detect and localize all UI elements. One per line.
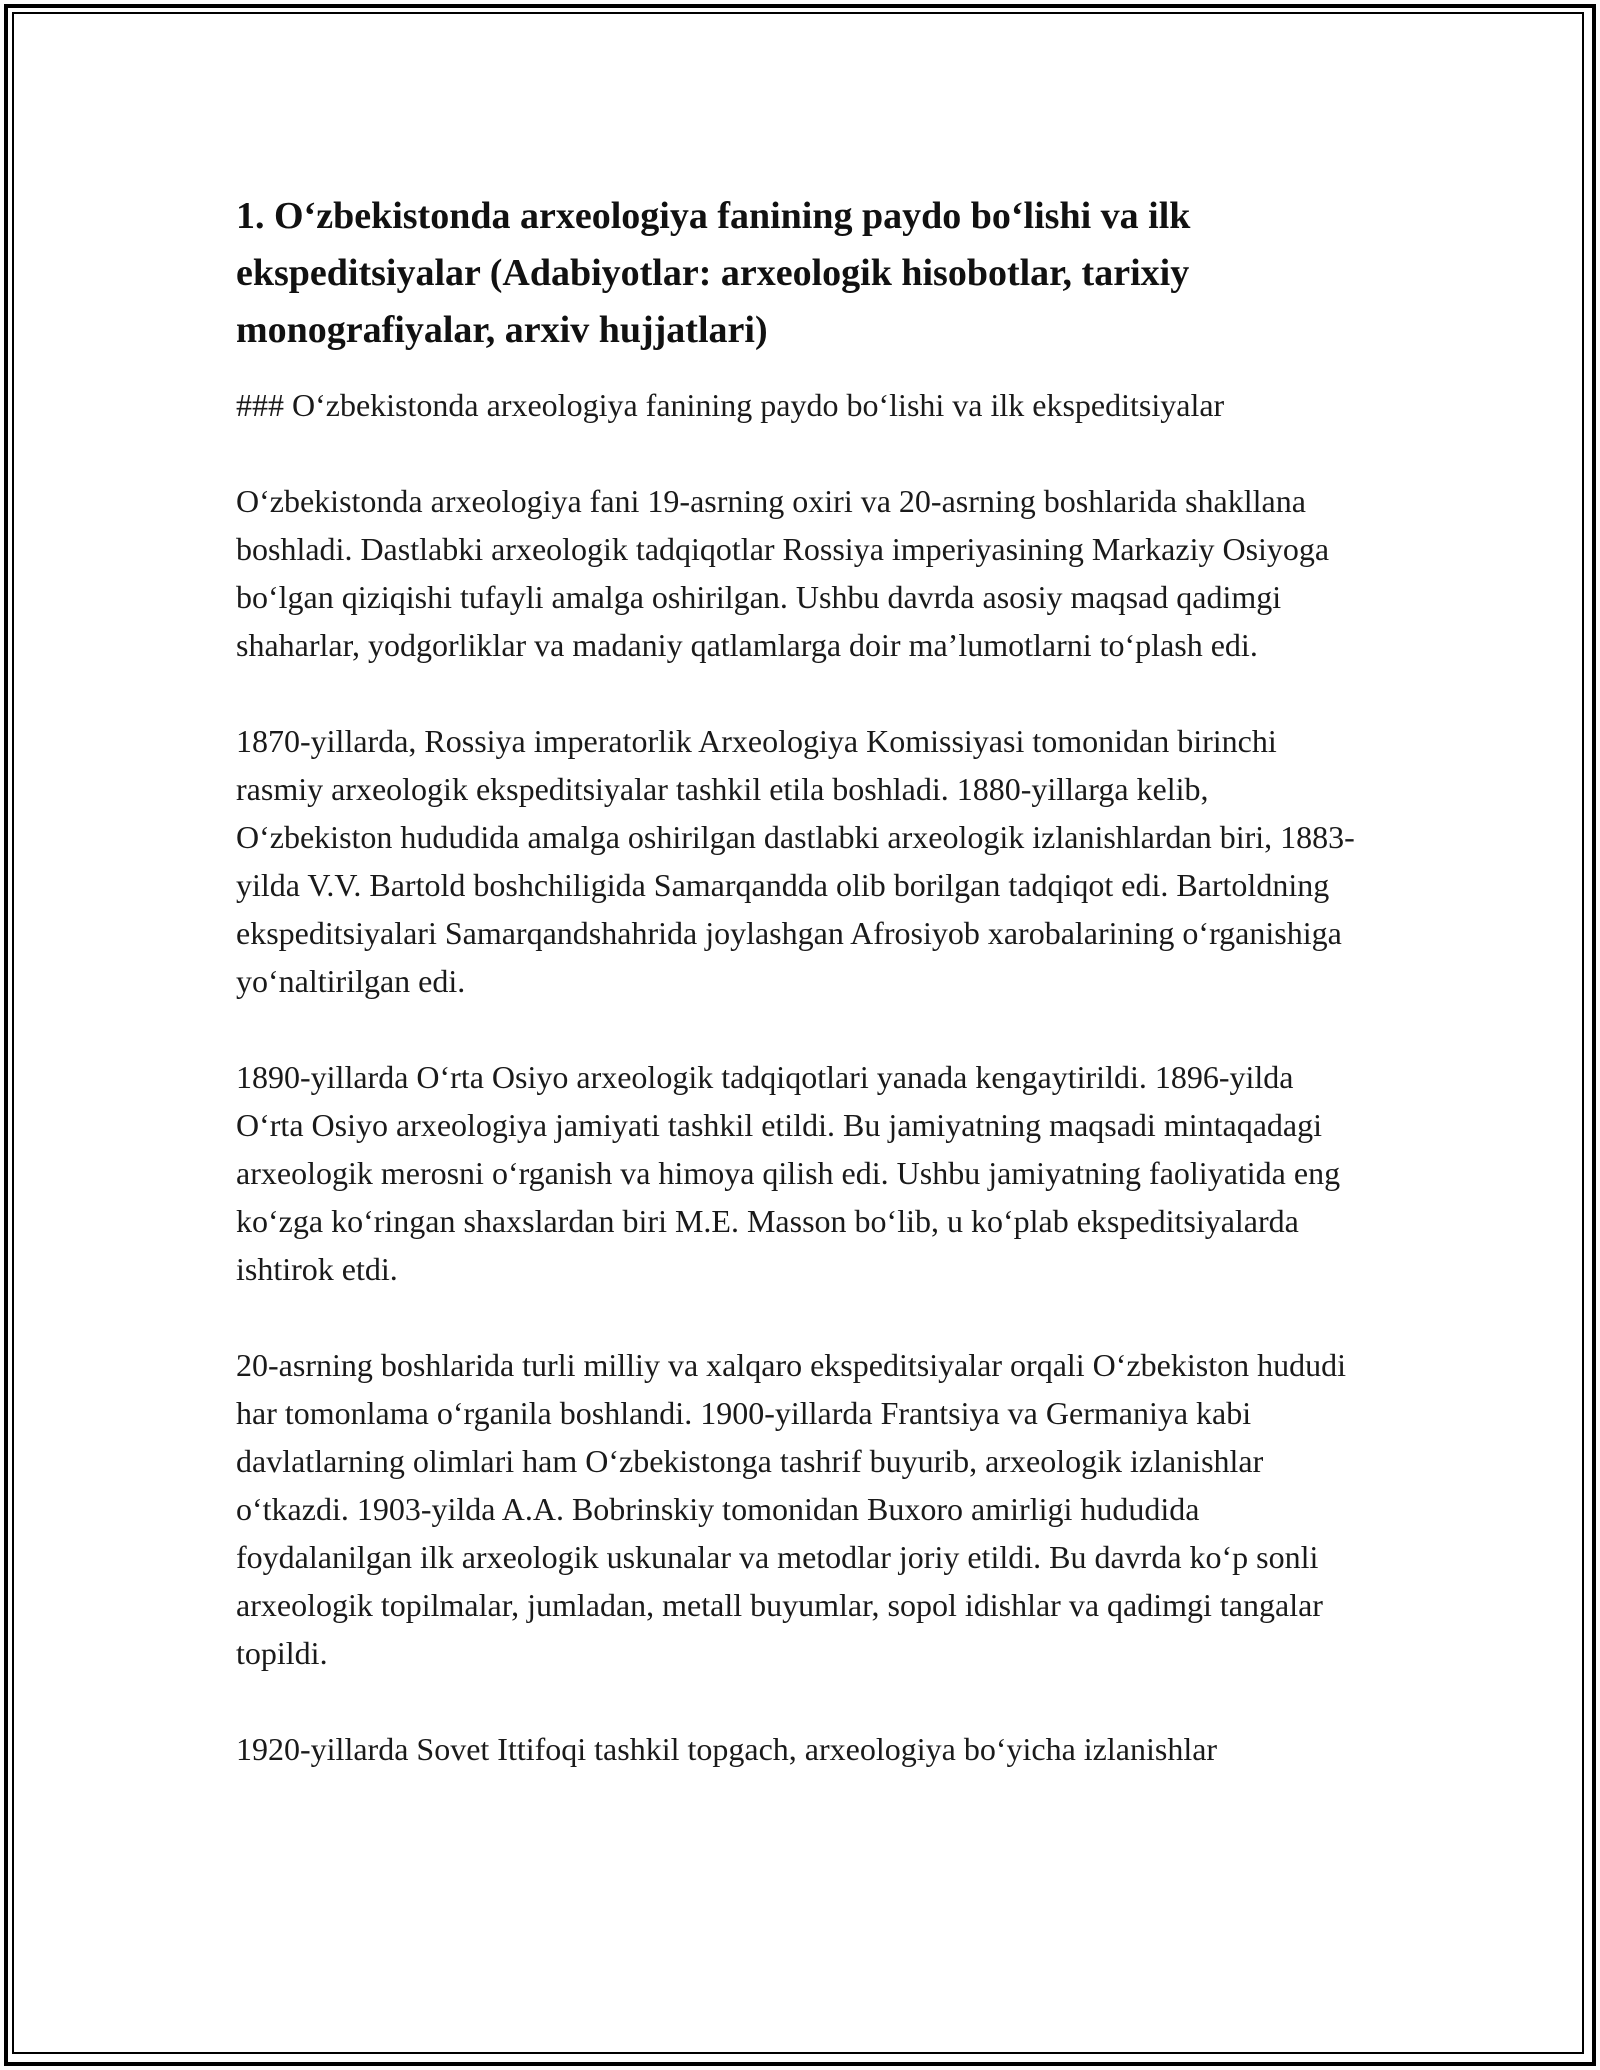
document-body [236, 188, 1366, 1773]
document-title: 1. O‘zbekistonda arxeologiya fanining paydo bo‘lishi va ilk ekspeditsiyalar (Adabiyotlar: arxeologik hisobotlar, tarixiy monografiyalar, arxiv hujjatlari) [236, 195, 1191, 351]
section-subheading: ### O‘zbekistonda arxeologiya fanining paydo bo‘lishi va ilk ekspeditsiyalar [236, 387, 1225, 423]
paragraph-1: O‘zbekistonda arxeologiya fani 19-asrning oxiri va 20-asrning boshlarida shakllana boshladi. Dastlabki arxeologik tadqiqotlar Rossiya imperiyasining Markaziy Osiyoga bo‘lgan qiziqishi tufayli amalga oshirilgan. Ushbu davrda asosiy maqsad qadimgi shaharlar, yodgorliklar va madaniy qatlamlarga doir ma’lumotlarni to‘plash edi. [236, 483, 1330, 663]
paragraph-3: 1890-yillarda O‘rta Osiyo arxeologik tadqiqotlari yanada kengaytirildi. 1896-yilda O‘rta Osiyo arxeologiya jamiyati tashkil etildi. Bu jamiyatning maqsadi mintaqadagi arxeologik merosni o‘rganish va himoya qilish edi. Ushbu jamiyatning faoliyatida eng ko‘zga ko‘ringan shaxslardan biri M.E. Masson bo‘lib, u ko‘plab ekspeditsiyalarda ishtirok etdi. [236, 1059, 1341, 1287]
paragraph-4: 20-asrning boshlarida turli milliy va xalqaro ekspeditsiyalar orqali O‘zbekiston hududi har tomonlama o‘rganila boshlandi. 1900-yillarda Frantsiya va Germaniya kabi davlatlarning olimlari ham O‘zbekistonga tashrif buyurib, arxeologik izlanishlar o‘tkazdi. 1903-yilda A.A. Bobrinskiy tomonidan Buxoro amirligi hududida foydalanilgan ilk arxeologik uskunalar va metodlar joriy etildi. Bu davrda ko‘p sonli arxeologik topilmalar, jumladan, metall buyumlar, sopol idishlar va qadimgi tangalar topildi. [236, 1347, 1346, 1671]
paragraph-5: 1920-yillarda Sovet Ittifoqi tashkil topgach, arxeologiya bo‘yicha izlanishlar [236, 1731, 1218, 1767]
paragraph-2: 1870-yillarda, Rossiya imperatorlik Arxeologiya Komissiyasi tomonidan birinchi rasmiy arxeologik ekspeditsiyalar tashkil etila boshladi. 1880-yillarga kelib, O‘zbekiston hududida amalga oshirilgan dastlabki arxeologik izlanishlardan biri, 1883-yilda V.V. Bartold boshchiligida Samarqandda olib borilgan tadqiqot edi. Bartoldning ekspeditsiyalari Samarqandshahrida joylashgan Afrosiyob xarobalarining o‘rganishiga yo‘naltirilgan edi. [236, 723, 1355, 999]
